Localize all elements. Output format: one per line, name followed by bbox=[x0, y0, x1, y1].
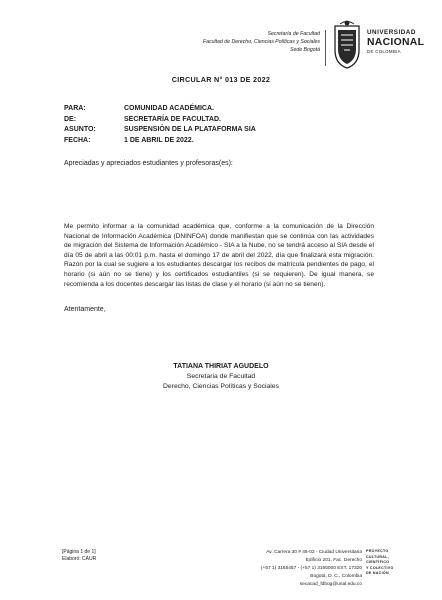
fecha-label: FECHA: bbox=[64, 137, 91, 145]
para-label: PARA: bbox=[64, 104, 86, 112]
header-divider bbox=[325, 30, 326, 66]
project-line: PROYECTO bbox=[366, 549, 389, 553]
greeting: Apreciadas y apreciados estudiantes y profesoras(es): bbox=[64, 160, 233, 167]
footer-left bbox=[62, 549, 96, 563]
memo-row-de bbox=[64, 114, 394, 125]
memo-row-fecha bbox=[64, 135, 394, 146]
university-line1: UNIVERSIDAD bbox=[367, 29, 416, 36]
memo-row-para bbox=[64, 103, 394, 114]
page-number: [Página 1 de 1] bbox=[62, 549, 96, 555]
address-line: (+57 1) 3165457 - (+57 1) 3165000 EXT. 17320 bbox=[260, 565, 362, 571]
closing: Atentamente, bbox=[64, 306, 106, 313]
address-line: Av. Carrera 30 # 45-03 - Ciudad Universitaria bbox=[266, 550, 362, 555]
signatory-faculty: Derecho, Ciencias Políticas y Sociales bbox=[163, 383, 279, 390]
fecha-value: 1 DE ABRIL DE 2022. bbox=[124, 137, 194, 145]
signature-block bbox=[0, 362, 442, 392]
asunto-label: ASUNTO: bbox=[64, 126, 96, 134]
body-paragraph: Me permito informar a la comunidad académica que, conforme a la comunicación de la Dirección Nacional de Información Académica (DNINFOA) donde manifiestan que se continúa con las actividades de migración del Sistema de Información Académico - SIA a la Nube, no se tendrá acceso al SIA desde el día 05 de abril a las 00:01 p.m. hasta el domingo 17 de abril del 2022, día que finalizará esta migración. Razón por la cual se sugiere a los estudiantes descargar los recibos de matrícula pendientes de pago, el horario (si aún no se tiene) y los certificados estudiantiles (si se requieren). De igual manera, se recomienda a los docentes descargar las listas de clase y el horario (si aún no se tienen). bbox=[64, 223, 374, 288]
prepared-by: Elaboró: CAUR bbox=[62, 555, 97, 562]
email-line: secacad_fdbog@unal.edu.co bbox=[299, 581, 362, 587]
university-line2: NACIONAL bbox=[367, 37, 425, 48]
project-line: DE NACIÓN bbox=[366, 571, 389, 576]
university-line3: DE COLOMBIA bbox=[367, 49, 401, 54]
project-line: CIENTÍFICO bbox=[366, 560, 390, 565]
university-seal-icon bbox=[331, 20, 363, 70]
para-value: COMUNIDAD ACADÉMICA. bbox=[124, 104, 214, 112]
project-line: Y COLECTIVO bbox=[366, 565, 394, 570]
header-line: Facultad de Derecho, Ciencias Políticas y Sociales bbox=[202, 38, 320, 45]
de-value: SECRETARÍA DE FACULTAD. bbox=[124, 115, 221, 123]
asunto-value: SUSPENSIÓN DE LA PLATAFORMA SIA bbox=[124, 126, 256, 134]
faculty-header bbox=[150, 31, 320, 54]
signatory-name: TATIANA THIRIAT AGUDELO bbox=[173, 363, 269, 370]
header-line: Sede Bogotá bbox=[290, 46, 320, 53]
memo-row-asunto bbox=[64, 125, 394, 136]
address-line: Edificio 201, Fac. Derecho bbox=[305, 557, 362, 563]
de-label: DE: bbox=[64, 115, 77, 123]
signatory-title: Secretaria de Facultad bbox=[186, 373, 256, 380]
footer-address bbox=[224, 549, 362, 589]
address-line: Bogotá, D. C., Colombia bbox=[310, 573, 362, 579]
header-line: Secretaría de Facultad bbox=[267, 31, 320, 37]
project-line: CULTURAL, bbox=[366, 554, 389, 559]
memo-info bbox=[64, 103, 394, 146]
circular-title: CIRCULAR N° 013 DE 2022 bbox=[171, 75, 271, 84]
university-name bbox=[367, 29, 437, 55]
footer-project bbox=[366, 549, 394, 577]
